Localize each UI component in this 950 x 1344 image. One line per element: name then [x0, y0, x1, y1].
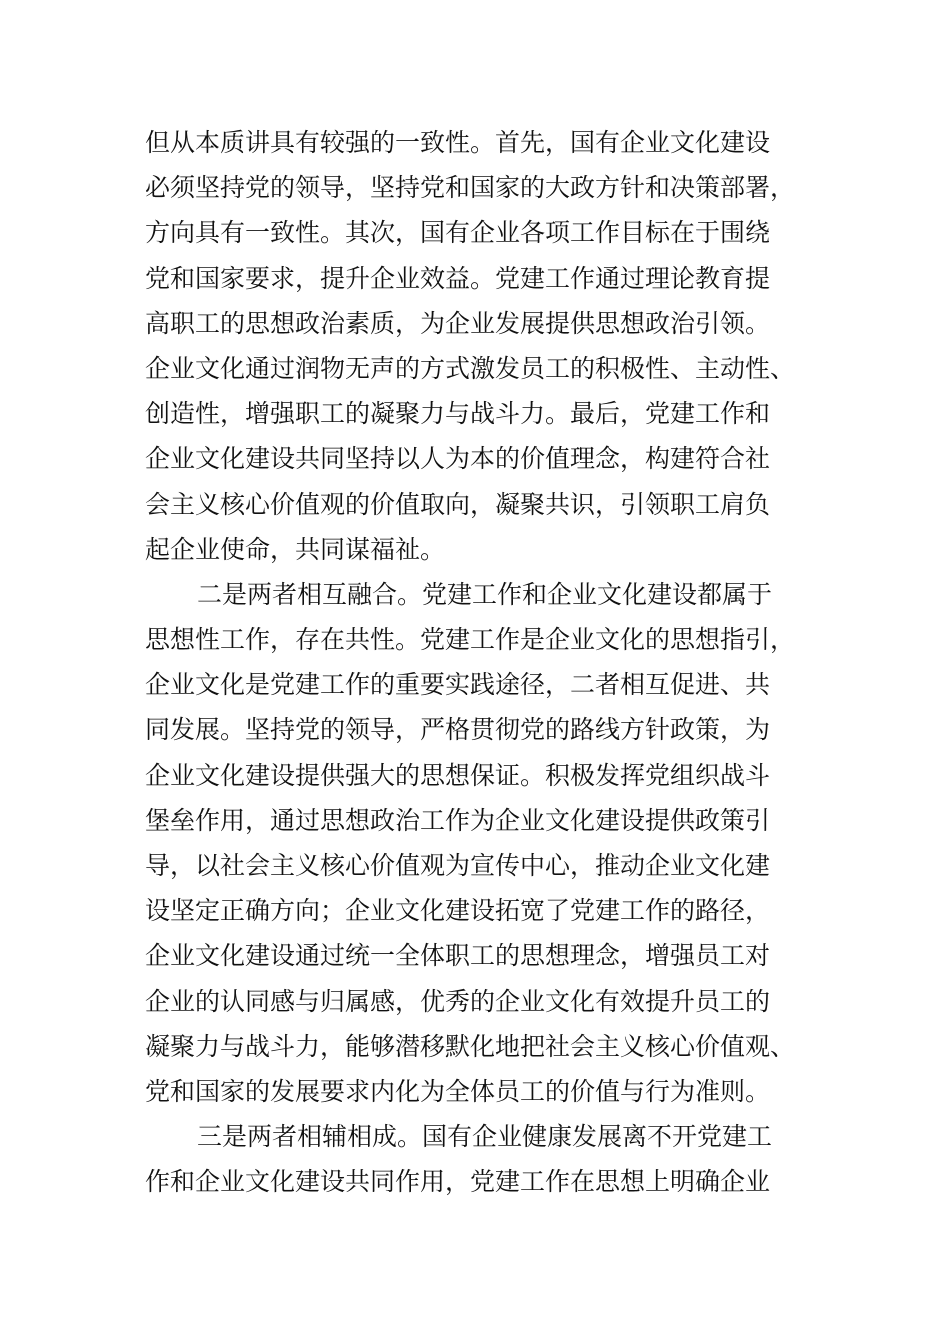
- text-line: 方向具有一致性。其次，国有企业各项工作目标在于围绕: [145, 218, 771, 248]
- text-line: 企业文化建设通过统一全体职工的思想理念，增强员工对: [145, 941, 771, 971]
- text-line: 创造性，增强职工的凝聚力与战斗力。最后，党建工作和: [145, 399, 771, 429]
- text-line: 企业文化是党建工作的重要实践途径，二者相互促进、共: [145, 670, 771, 700]
- text-line: 高职工的思想政治素质，为企业发展提供思想政治引领。: [145, 308, 771, 338]
- text-line: 企业文化建设提供强大的思想保证。积极发挥党组织战斗: [145, 760, 771, 790]
- text-line: 导，以社会主义核心价值观为宣传中心，推动企业文化建: [145, 851, 771, 880]
- text-line: 同发展。坚持党的领导，严格贯彻党的路线方针政策，为: [145, 715, 771, 745]
- text-line: 起企业使命，共同谋福祉。: [145, 534, 446, 564]
- body-text: [145, 120, 805, 1205]
- paragraph-start-line: 三是两者相辅相成。国有企业健康发展离不开党建工: [197, 1122, 773, 1152]
- paragraph-start-line: 二是两者相互融合。党建工作和企业文化建设都属于: [197, 579, 773, 609]
- text-line: 党和国家要求，提升企业效益。党建工作通过理论教育提: [145, 263, 771, 293]
- text-line: 设坚定正确方向；企业文化建设拓宽了党建工作的路径，: [145, 896, 771, 926]
- text-line: 会主义核心价值观的价值取向，凝聚共识，引领职工肩负: [145, 489, 771, 519]
- text-line: 企业的认同感与归属感，优秀的企业文化有效提升员工的: [145, 986, 771, 1016]
- text-line: 必须坚持党的领导，坚持党和国家的大政方针和决策部署，: [145, 173, 796, 203]
- text-line: 但从本质讲具有较强的一致性。首先，国有企业文化建设: [145, 128, 771, 157]
- text-line: 凝聚力与战斗力，能够潜移默化地把社会主义核心价值观、: [145, 1031, 796, 1061]
- text-line: 思想性工作，存在共性。党建工作是企业文化的思想指引，: [145, 625, 796, 655]
- text-line: 党和国家的发展要求内化为全体员工的价值与行为准则。: [145, 1076, 771, 1106]
- text-line: 作和企业文化建设共同作用，党建工作在思想上明确企业: [145, 1167, 771, 1197]
- text-line: 企业文化通过润物无声的方式激发员工的积极性、主动性、: [145, 353, 796, 383]
- text-line: 堡垒作用，通过思想政治工作为企业文化建设提供政策引: [145, 805, 771, 835]
- text-line: 企业文化建设共同坚持以人为本的价值理念，构建符合社: [145, 444, 771, 474]
